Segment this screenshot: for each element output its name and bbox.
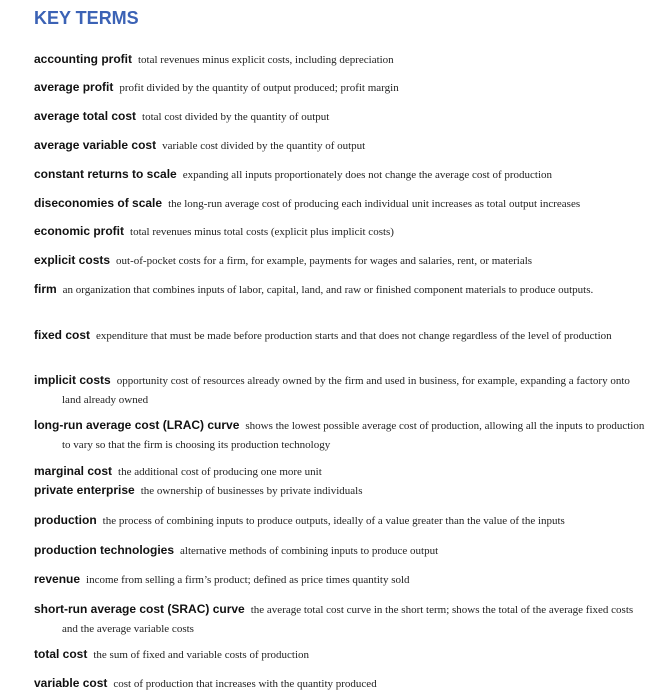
glossary-term: accounting profit xyxy=(34,52,132,66)
glossary-definition: variable cost divided by the quantity of output xyxy=(162,140,366,152)
glossary-term: production technologies xyxy=(34,543,174,557)
glossary-term: average profit xyxy=(34,80,114,94)
glossary-term: short-run average cost (SRAC) curve xyxy=(34,602,245,616)
glossary-entry xyxy=(34,194,646,213)
glossary-entry xyxy=(34,462,646,481)
glossary-definition: the additional cost of producing one more unit xyxy=(118,466,322,478)
glossary-entry xyxy=(34,600,646,638)
glossary-definition: the long-run average cost of producing each individual unit increases as total output increases xyxy=(168,198,581,210)
glossary-entry xyxy=(34,541,646,560)
glossary-entry xyxy=(34,50,646,69)
glossary-entry xyxy=(34,165,646,184)
glossary-definition: an organization that combines inputs of labor, capital, land, and raw or finished component materials to produce outputs. xyxy=(62,284,594,296)
glossary-term: production xyxy=(34,513,97,527)
glossary-entry xyxy=(34,251,646,270)
glossary-entry xyxy=(34,107,646,126)
glossary-definition: total revenues minus total costs (explicit plus implicit costs) xyxy=(130,226,394,238)
glossary-term: fixed cost xyxy=(34,328,91,342)
glossary-definition: expenditure that must be made before production starts and that does not change regardless of the level of production xyxy=(96,330,612,342)
glossary-term: economic profit xyxy=(34,224,125,238)
glossary-entry xyxy=(34,570,646,589)
glossary-term: revenue xyxy=(34,572,81,586)
glossary-definition: opportunity cost of resources already owned by the firm and used in business, for example, expanding a factory onto land already owned xyxy=(62,375,630,406)
glossary-definition: cost of production that increases with the quantity produced xyxy=(113,678,377,690)
glossary-definition: total cost divided by the quantity of output xyxy=(142,111,330,123)
glossary-term: private enterprise xyxy=(34,483,135,497)
glossary-entry xyxy=(34,645,646,664)
glossary-entry xyxy=(34,326,646,345)
page-title: KEY TERMS xyxy=(34,8,139,28)
glossary-term: total cost xyxy=(34,647,88,661)
glossary-entry xyxy=(34,222,646,241)
glossary-term: average total cost xyxy=(34,109,137,123)
glossary-term: implicit costs xyxy=(34,373,111,387)
glossary-definition: total revenues minus explicit costs, including depreciation xyxy=(138,54,394,66)
glossary-definition: expanding all inputs proportionately does not change the average cost of production xyxy=(182,169,553,181)
glossary-entry xyxy=(34,674,646,693)
glossary-term: constant returns to scale xyxy=(34,167,177,181)
glossary-entry xyxy=(34,280,646,299)
glossary-term: variable cost xyxy=(34,676,108,690)
glossary-entry xyxy=(34,481,646,500)
glossary-definition: the sum of fixed and variable costs of production xyxy=(93,649,310,661)
glossary-entry xyxy=(34,371,646,409)
glossary-term: firm xyxy=(34,282,57,296)
glossary-definition: the ownership of businesses by private individuals xyxy=(140,485,363,497)
glossary-definition: shows the lowest possible average cost of production, allowing all the inputs to production to vary so that the firm is choosing its production technology xyxy=(62,420,645,451)
glossary-entry xyxy=(34,511,646,530)
glossary-term: average variable cost xyxy=(34,138,157,152)
glossary-definition: income from selling a firm’s product; defined as price times quantity sold xyxy=(86,574,410,586)
glossary-definition: the average total cost curve in the short term; shows the total of the average fixed costs and the average variable costs xyxy=(62,604,634,635)
glossary-term: marginal cost xyxy=(34,464,113,478)
glossary-term: explicit costs xyxy=(34,253,111,267)
glossary-entry xyxy=(34,78,646,97)
glossary-term: diseconomies of scale xyxy=(34,196,163,210)
glossary-term: long-run average cost (LRAC) curve xyxy=(34,418,240,432)
glossary-definition: out-of-pocket costs for a firm, for example, payments for wages and salaries, rent, or materials xyxy=(116,255,533,267)
glossary-entry xyxy=(34,136,646,155)
glossary-entry xyxy=(34,416,646,454)
glossary-definition: profit divided by the quantity of output produced; profit margin xyxy=(119,82,399,94)
glossary-definition: alternative methods of combining inputs to produce output xyxy=(180,545,439,557)
glossary-definition: the process of combining inputs to produce outputs, ideally of a value greater than the value of the inputs xyxy=(102,515,565,527)
